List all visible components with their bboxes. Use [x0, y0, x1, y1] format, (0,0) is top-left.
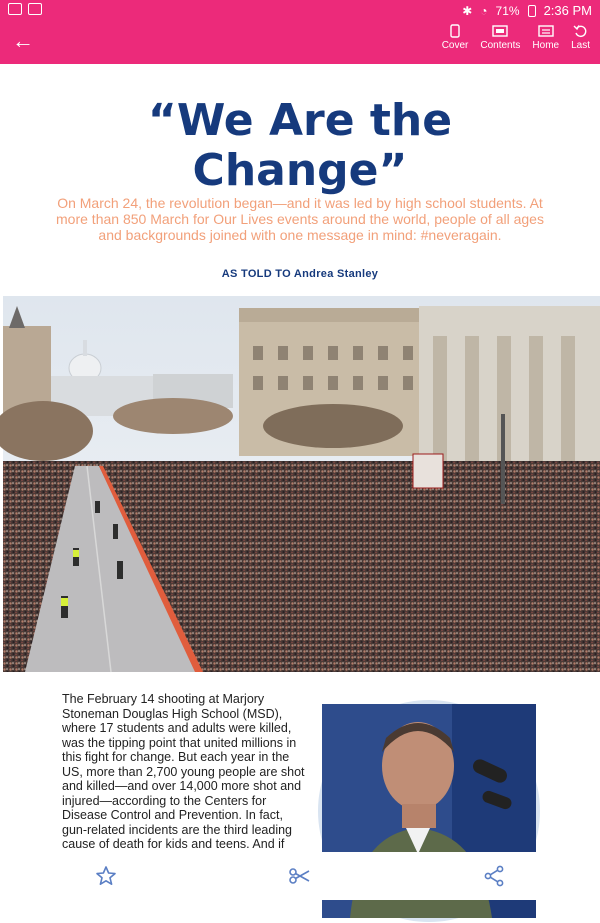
status-bar [0, 0, 600, 20]
status-time: 2:36 PM [543, 3, 592, 18]
app-toolbar [0, 20, 600, 64]
gallery-icon [8, 3, 22, 15]
article-body: The February 14 shooting at Marjory Stoneman Douglas High School (MSD), where 17 students and adults were killed, was the tipping point that united millions in this fight for change. But each year in the US, more than 2,700 young people are shot and killed—and over 14,000 more shot and injured—according to the Centers for Disease Control and Prevention. In fact, gun-related incidents are the third leading cause of death for kids and teens. And if [62, 692, 305, 851]
article-byline: AS TOLD TO Andrea Stanley [221, 268, 379, 280]
march-crowd-photo [3, 296, 600, 672]
home-label: Home [532, 40, 560, 51]
battery-icon [528, 5, 536, 17]
star-icon[interactable] [94, 864, 118, 888]
bottom-action-bar [0, 852, 600, 900]
undo-icon [573, 24, 589, 38]
phone-icon [447, 24, 463, 38]
scissors-icon[interactable] [288, 864, 312, 888]
battery-level: 71% [495, 3, 520, 18]
home-button[interactable] [532, 24, 559, 51]
contents-label: Contents [480, 40, 521, 51]
last-label: Last [571, 40, 590, 51]
bluetooth-icon: ✱ [462, 3, 473, 18]
cover-button[interactable] [442, 24, 469, 51]
home-icon [538, 24, 554, 38]
back-arrow-icon[interactable]: ← [12, 28, 34, 53]
article-dek: On March 24, the revolution began—and it was led by high school students. At more than 850 March for Our Lives events around the world, people of all ages and backgrounds joined with one message in mind: #neveragain. [56, 195, 544, 243]
contents-icon [492, 24, 508, 38]
wifi-icon: ◔ [480, 3, 488, 18]
last-button[interactable] [571, 24, 590, 51]
article-title-line-2: Change” [192, 145, 408, 196]
contents-button[interactable] [480, 24, 520, 51]
article-title-line-1: “We Are the [147, 95, 453, 146]
toolbar-actions [442, 24, 590, 51]
share-icon[interactable] [482, 864, 506, 888]
article-title [0, 96, 600, 196]
message-icon [28, 3, 42, 15]
cover-label: Cover [441, 40, 469, 51]
